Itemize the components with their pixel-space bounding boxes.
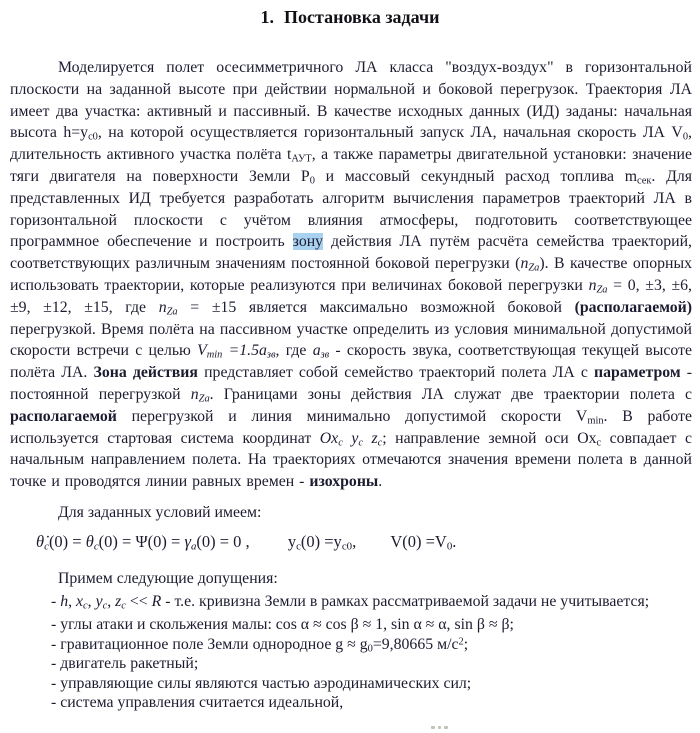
section-title	[0, 0, 700, 29]
list-item: - двигатель ракетный;	[51, 655, 199, 673]
assumptions-list	[10, 592, 692, 713]
highlighted-text: зону	[292, 233, 324, 251]
list-item: - углы атаки и скольжения малы: cos α ≈ cos β ≈ 1, sin α ≈ α, sin β ≈ β;	[51, 616, 514, 634]
clipped-next-line-artifact	[431, 726, 435, 729]
section-number: 1.	[260, 7, 275, 27]
list-item: - гравитационное поле Земли однородное $g \approx g_0=9,80665$ $м/с^2$;	[51, 635, 469, 655]
assumptions-lead: Примем следующие допущения:	[58, 569, 278, 587]
list-item: - система управления считается идеальной,	[51, 694, 344, 712]
clipped-next-line-artifact	[438, 726, 441, 729]
formula-angular-conditions: $\thetȧ_c(0) = \theta_c(0) = \Psi(0) = \gamma_a(0) = 0$ ,	[36, 531, 250, 553]
section-title-text: Постановка задачи	[284, 7, 440, 27]
formula-velocity-condition: $V(0) =V_0$.	[390, 531, 457, 553]
initial-conditions-formula	[36, 532, 692, 560]
list-item: - h, $x_c$, $y_c$, $z_c << R - т.е$. кривизна Земли в рамках рассматриваемой задачи не учитывается;	[51, 592, 650, 612]
intro-paragraph: Моделируется полет осесимметричного ЛА класса "воздух-воздух" в горизонтальной плоскости на заданной высоте при действии нормальной и боковой перегрузок. Траектория ЛА имеет два участка: активный и пассивный. В качестве исходных данных (ИД) заданы: начальная высота $h=y_{c0}$, на которой осуществляется горизонтальный запуск ЛА, начальная скорость ЛА $V_0$, длительность активного участка полёта $t_{АУТ}$, а также параметры двигательной установки: значение тяги двигателя на поверхности Земли $P_0$ и массовый секундный расход топлива $m_{сек}$. Для представленных ИД требуется разработать алгоритм вычисления параметров траекторий ЛА в горизонтальной плоскости с учётом влияния атмосферы, подготовить соответствующее программное обеспечение и построить зону действия ЛА путём расчёта семейства траекторий, соответствующих различным значениям постоянной боковой перегрузки $(n_{Za})$. В качестве опорных использовать траектории, которые реализуются при величинах боковой перегрузки $n_{Za} = 0$, ±3, ±6, ±9, ±12, ±15, где $n_{Za} = \pm 15$ является максимально возможной боковой (располагаемой) перегрузкой. Время полёта на пассивном участке определить из условия минимальной допустимой скорости встречи с целью $V_{min} =1.5a_{зв}$, где $a_{зв}$ - скорость звука, соответствующая текущей высоте полёта ЛА. Зона действия представляет собой семейство траекторий полета ЛА с параметром - постоянной перегрузкой $n_{Za}$. Границами зоны действия ЛА служат две траектории полета с располагаемой перегрузкой и линия минимально допустимой скорости $V_{min}$. В работе используется стартовая система координат $Ox_c$ $y_c$ $z_c$; направление земной оси $Ox_c$ совпадает с начальным направлением полета. На траекториях отмечаются значения времени полета в данной точке и проводятся линии равных времен - изохроны.	[10, 59, 693, 491]
conditions-lead: Для заданных условий имеем:	[58, 503, 262, 521]
clipped-next-line-artifact	[444, 726, 448, 729]
list-item: - управляющие силы являются частью аэродинамических сил;	[51, 674, 472, 692]
formula-altitude-condition: $y_c(0) =y_{c0}$,	[287, 531, 357, 553]
